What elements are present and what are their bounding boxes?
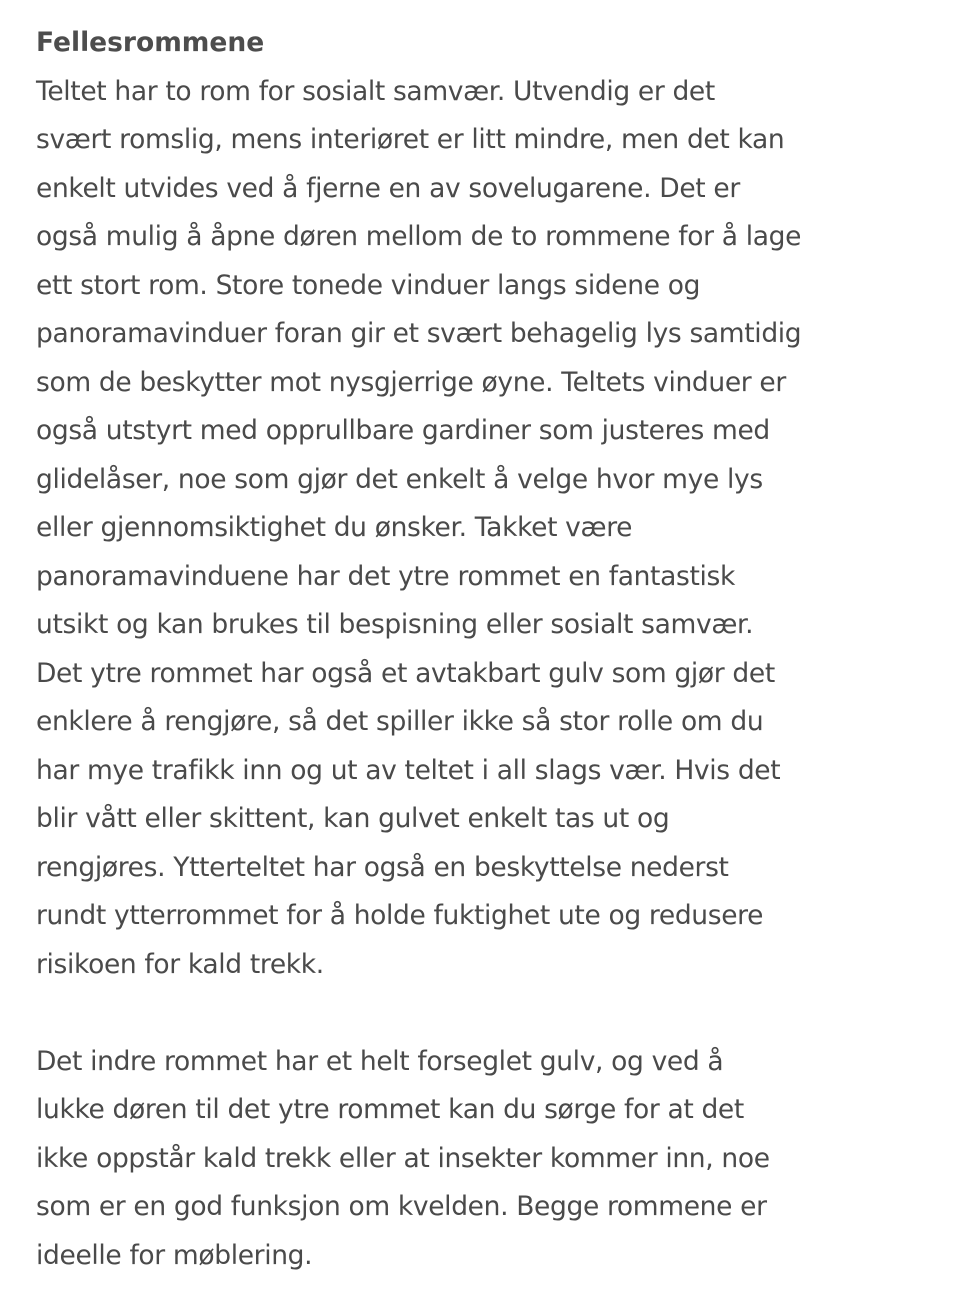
text-line: eller gjennomsiktighet du ønsker. Takket være <box>36 512 633 543</box>
text-line: ikke oppstår kald trekk eller at insekter kommer inn, noe <box>36 1142 770 1174</box>
text-line: panoramavinduer foran gir et svært behagelig lys samtidig <box>36 318 802 349</box>
text-line: som er en god funksjon om kvelden. Begge rommene er <box>36 1191 767 1222</box>
text-line: ideelle for møblering. <box>36 1239 313 1271</box>
text-line: rundt ytterrommet for å holde fuktighet ute og redusere <box>36 900 764 931</box>
section-heading: Fellesrommene <box>36 27 265 58</box>
text-line: glidelåser, noe som gjør det enkelt å velge hvor mye lys <box>36 463 763 495</box>
text-line: Teltet har to rom for sosialt samvær. Utvendig er det <box>36 75 715 107</box>
text-line: svært romslig, mens interiøret er litt mindre, men det kan <box>36 124 785 155</box>
text-line: utsikt og kan brukes til bespisning eller sosialt samvær. <box>36 609 754 640</box>
paragraph-outer-room <box>36 68 936 990</box>
paragraph-spacer <box>36 989 936 1038</box>
text-line: ett stort rom. Store tonede vinduer langs sidene og <box>36 269 701 301</box>
text-line: også mulig å åpne døren mellom de to rommene for å lage <box>36 221 802 252</box>
paragraph-inner-room <box>36 1038 936 1281</box>
text-line: rengjøres. Ytterteltet har også en beskyttelse nederst <box>36 851 729 883</box>
text-line: lukke døren til det ytre rommet kan du sørge for at det <box>36 1094 744 1125</box>
text-line: risikoen for kald trekk. <box>36 948 324 980</box>
text-line: som de beskytter mot nysgjerrige øyne. Teltets vinduer er <box>36 366 786 398</box>
text-line: panoramavinduene har det ytre rommet en fantastisk <box>36 560 735 592</box>
text-line: har mye trafikk inn og ut av teltet i all slags vær. Hvis det <box>36 754 781 786</box>
text-line: enkelt utvides ved å fjerne en av sovelugarene. Det er <box>36 172 740 204</box>
text-line: blir vått eller skittent, kan gulvet enkelt tas ut og <box>36 803 670 834</box>
text-line: også utstyrt med opprullbare gardiner som justeres med <box>36 415 770 446</box>
article <box>36 19 936 1280</box>
text-line: Det indre rommet har et helt forseglet gulv, og ved å <box>36 1045 724 1077</box>
text-line: Det ytre rommet har også et avtakbart gulv som gjør det <box>36 657 775 689</box>
text-line: enklere å rengjøre, så det spiller ikke så stor rolle om du <box>36 706 764 737</box>
